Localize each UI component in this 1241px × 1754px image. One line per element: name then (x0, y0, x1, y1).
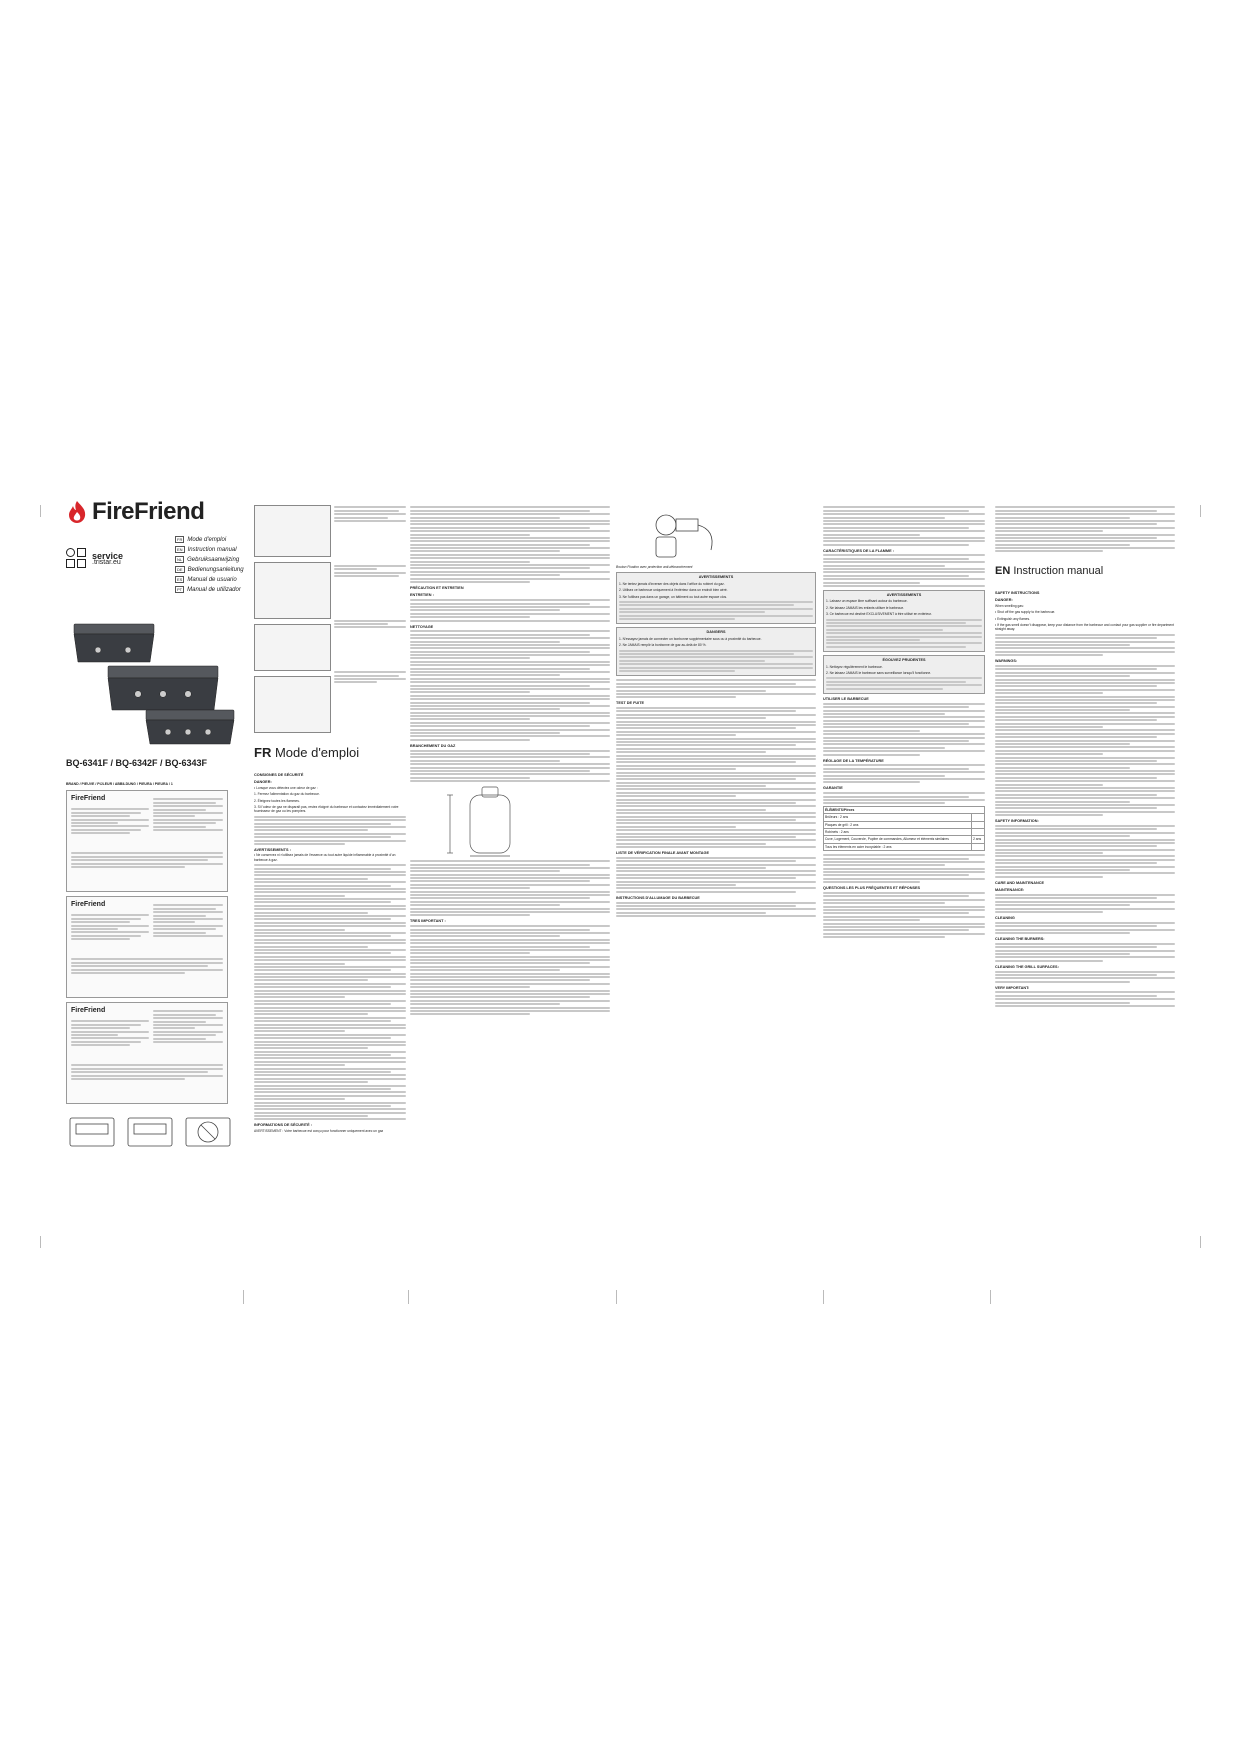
figure-notes (334, 505, 406, 685)
faq-heading: QUESTIONS LES PLUS FRÉQUENTES ET RÉPONSES (823, 886, 921, 891)
paragraph-lines (995, 894, 1175, 913)
warning-item: 3. Ce barbecue est destiné EXCLUSIVEMENT à être utilisé en extérieur. (826, 612, 932, 617)
danger-intro: • Lorsque vous détectez une odeur de gaz : (254, 785, 318, 790)
language-code: EN (177, 547, 183, 552)
use-heading: UTILISER LE BARBECUE (823, 696, 869, 701)
globe-icon (66, 548, 75, 557)
warning-item: 1. Ne tentez jamais d'inverser des objets dans l'orifice du robinet du gaz. (619, 581, 725, 586)
assembly-figure (254, 562, 331, 619)
fr-column-4 (823, 505, 985, 940)
regulator-diagram (636, 505, 726, 565)
language-label: Bedienungsanleitung (187, 566, 244, 573)
table-cell (972, 814, 985, 821)
info-heading: INFORMATIONS DE SÉCURITÉ : (254, 1123, 312, 1128)
paragraph-lines (823, 764, 985, 783)
paragraph-lines (995, 991, 1175, 1007)
danger-item: 2. Ne JAMAIS remplir la bonbonne de gaz au-delà de 80 %. (619, 643, 707, 648)
garantie-heading: GARANTIE (823, 786, 843, 791)
paragraph-lines (410, 506, 610, 583)
info-text: AVERTISSEMENT : Votre barbecue est conçu pour fonctionner uniquement avec un gaz (254, 1128, 384, 1133)
table-cell: Tous les éléments en acier inoxydable : 2 ans (824, 843, 972, 850)
brand-name: FireFriend (92, 498, 205, 525)
paragraph-lines (254, 864, 406, 1120)
paragraph-lines (254, 816, 406, 845)
warranty-table (823, 806, 985, 851)
language-code: ES (177, 577, 183, 582)
crop-mark (1200, 505, 1201, 517)
flame-heading: CARACTÉRISTIQUES DE LA FLAMME : (823, 548, 894, 553)
service-icons (66, 548, 86, 568)
precaution-heading: PRÉCAUTION ET ENTRETIEN (410, 585, 464, 590)
paragraph-lines (616, 857, 816, 893)
table-cell: Cuve, Logement, Couvercle, Pupitre de commandes, Allumeur et éléments similaires (824, 836, 972, 843)
language-item (175, 536, 244, 543)
paragraph-lines (616, 902, 816, 918)
language-item (175, 586, 244, 593)
danger-item: 1. N'essayez jamais de connecter un bonbonne supplémentaire sous ou à proximité du barbecue. (619, 636, 762, 641)
language-item (175, 556, 244, 563)
en-danger-item: • Shut off the gas supply to the barbecue. (995, 610, 1056, 615)
mail-icon (77, 548, 86, 557)
brand-logo (66, 498, 204, 526)
paragraph-lines (995, 971, 1175, 983)
product-image (68, 622, 238, 747)
crop-mark (1200, 1236, 1201, 1248)
en-care-heading: CARE AND MAINTENANCE (995, 880, 1045, 885)
warning-heading: AVERTISSEMENTS : (254, 847, 291, 852)
warning-box (616, 572, 816, 624)
table-row (824, 836, 985, 843)
paragraph-lines (616, 679, 816, 698)
danger-box (616, 627, 816, 676)
caution-box (823, 655, 985, 694)
chat-icon (77, 559, 86, 568)
model-numbers: BQ-6341F / BQ-6342F / BQ-6343F (66, 758, 208, 768)
paragraph-lines (995, 665, 1175, 816)
gas-bottle-diagram (440, 785, 550, 857)
en-warnings-heading: WARNINGS: (995, 659, 1018, 664)
table-brand: FireFriend (71, 901, 106, 908)
danger-heading: DANGER: (254, 780, 272, 785)
crop-mark (40, 505, 41, 517)
caution-box-title: ÉGOUVEZ PRUDENTES (882, 658, 926, 663)
language-label: Manual de utilizador (187, 586, 241, 593)
crop-mark (823, 1290, 824, 1304)
table-cell (972, 821, 985, 828)
assembly-figure (254, 676, 331, 733)
en-danger-intro: When smelling gas: (995, 603, 1024, 608)
crop-mark (243, 1290, 244, 1304)
en-safety-heading: SAFETY INSTRUCTIONS (995, 591, 1040, 595)
en-cleaning-grill-heading: CLEANING THE GRILL SURFACES: (995, 964, 1059, 969)
danger-item: 2. Éteignez toutes les flammes. (254, 798, 300, 803)
assembly-figure (254, 624, 331, 671)
paragraph-lines (823, 892, 985, 938)
service-url[interactable]: .tristar.eu (92, 559, 121, 566)
warning-item: 2. Utilisez ce barbecue uniquement à l'extérieur dans un endroit bien aéré. (619, 588, 728, 593)
language-code: FR (177, 537, 183, 542)
crop-mark (990, 1290, 991, 1304)
flame-logo-icon (66, 500, 88, 524)
warning-box-title: AVERTISSEMENTS (886, 593, 922, 597)
fr-column-2 (410, 505, 610, 1017)
table-cell: Brûleurs : 2 ans (824, 814, 972, 821)
service-label: service (92, 551, 124, 561)
language-code: PT (177, 587, 183, 592)
en-intro-lines (995, 505, 1175, 554)
paragraph-lines (410, 599, 610, 621)
usage-pictograms (68, 1112, 238, 1152)
paragraph-lines (616, 707, 816, 848)
language-item (175, 566, 244, 573)
crop-mark (408, 1290, 409, 1304)
danger-box-title: DANGERS (706, 630, 726, 635)
fr-column-3 (616, 505, 816, 919)
warning-box-title: AVERTISSEMENTS (698, 575, 734, 580)
crop-mark (40, 1236, 41, 1248)
spec-table (66, 896, 228, 998)
table-header: ÉLÉMENTS/Pièces (824, 806, 985, 813)
en-title: Instruction manual (1013, 565, 1104, 577)
en-danger-item: • Extinguish any flames. (995, 616, 1031, 621)
fr-title: Mode d'emploi (274, 745, 360, 760)
fr-section-heading (254, 745, 359, 760)
warning-item: 3. Ne l'utilisez pas dans un garage, un bâtiment ou tout autre espace clos. (619, 594, 728, 599)
en-safety-info-heading: SAFETY INFORMATION: (995, 819, 1039, 824)
paragraph-lines (410, 925, 610, 1015)
en-danger-heading: DANGER: (995, 598, 1013, 603)
en-column (995, 588, 1175, 1008)
en-section-heading (995, 565, 1103, 577)
language-item (175, 576, 244, 583)
branchement-heading: BRANCHEMENT DU GAZ (410, 743, 456, 748)
warning-text: • Ne conservez ni n'utilisez jamais de l'essence ou tout autre liquide inflammable à proximité d'un barbecue à gaz. (254, 853, 396, 862)
danger-item: 1. Fermez l'alimentation du gaz du barbecue. (254, 792, 320, 797)
en-code: EN (995, 565, 1011, 577)
paragraph-lines (823, 703, 985, 756)
paragraph-lines (995, 922, 1175, 934)
table-cell: Robinets : 2 ans (824, 828, 972, 835)
paragraph-lines (823, 792, 985, 804)
paragraph-lines (995, 943, 1175, 962)
table-cell: Plaques de grill : 2 ans (824, 821, 972, 828)
fr-column-1 (254, 770, 406, 1135)
paragraph-lines (410, 860, 610, 916)
warning-item: 2. Ne laissez JAMAIS les enfants utiliser le barbecue. (826, 605, 905, 610)
paragraph-lines (823, 506, 985, 545)
table-row (824, 843, 985, 850)
parts-caption: BRAND / PIEUVE / PIJLEUR / ABBILDUNG / PIEURA / PIEURA / 1 (66, 782, 173, 786)
en-cleaning-burners-heading: CLEANING THE BURNERS: (995, 936, 1045, 941)
paragraph-lines (995, 825, 1175, 878)
en-maintenance-heading: MAINTENANCE: (995, 888, 1025, 893)
caution-item: 2. Ne laissez JAMAIS le barbecue sans surveillance lorsqu'il fonctionne. (826, 670, 932, 675)
entretien-heading: ENTRETIEN : (410, 593, 434, 598)
language-code: DE (177, 567, 183, 572)
paragraph-lines (823, 554, 985, 587)
spec-table (66, 790, 228, 892)
table-row (824, 821, 985, 828)
temp-heading: RÉGLAGE DE LA TEMPÉRATURE (823, 758, 884, 763)
table-row (824, 806, 985, 813)
table-row (824, 828, 985, 835)
table-cell (972, 843, 985, 850)
fr-code: FR (254, 745, 272, 760)
allumage-heading: INSTRUCTIONS D'ALLUMAGE DU BARBECUE (616, 895, 700, 900)
warning-box (823, 590, 985, 652)
checklist-heading: LISTE DE VÉRIFICATION FINALE AVANT MONTAGE (616, 851, 710, 856)
language-list (175, 536, 244, 596)
danger-item: 3. Si l'odeur de gaz ne disparaît pas, restez éloigné du barbecue et contactez immédiatement votre fournisseur de gaz ou les pompiers. (254, 805, 399, 814)
language-label: Instruction manual (187, 546, 237, 553)
paragraph-lines (410, 750, 610, 783)
test-fuite-heading: TEST DE FUITE (616, 701, 645, 706)
language-label: Gebruiksaanwijzing (187, 556, 240, 563)
language-code: NL (177, 557, 183, 562)
en-cleaning-heading: CLEANING (995, 915, 1015, 920)
paragraph-lines (410, 630, 610, 741)
spec-table (66, 1002, 228, 1104)
table-row (824, 814, 985, 821)
regulator-caption: Bouton Fixation avec protection anti-débranchement (616, 565, 693, 569)
service-block (92, 551, 123, 566)
paragraph-lines (995, 634, 1175, 656)
table-brand: FireFriend (71, 795, 106, 802)
crop-mark (616, 1290, 617, 1304)
en-very-important-heading: VERY IMPORTANT: (995, 985, 1030, 990)
paragraph-lines (823, 854, 985, 883)
important-heading: TRES IMPORTANT : (410, 919, 446, 924)
assembly-figure (254, 505, 331, 557)
language-item (175, 546, 244, 553)
table-cell (972, 828, 985, 835)
safety-heading: CONSIGNES DE SÉCURITÉ (254, 773, 304, 777)
nettoyage-heading: NETTOYAGE (410, 624, 434, 629)
table-cell: 2 ans (972, 836, 985, 843)
caution-item: 1. Nettoyez régulièrement le barbecue. (826, 664, 883, 669)
phone-icon (66, 559, 75, 568)
warning-item: 1. Laissez un espace libre suffisant autour du barbecue. (826, 599, 908, 604)
en-danger-item: • If the gas smell doesn't disappear, keep your distance from the barbecue and contact your gas supplier or fire department straight away. (995, 623, 1175, 632)
table-brand: FireFriend (71, 1007, 106, 1014)
language-label: Mode d'emploi (187, 536, 227, 543)
language-label: Manual de usuario (187, 576, 237, 583)
